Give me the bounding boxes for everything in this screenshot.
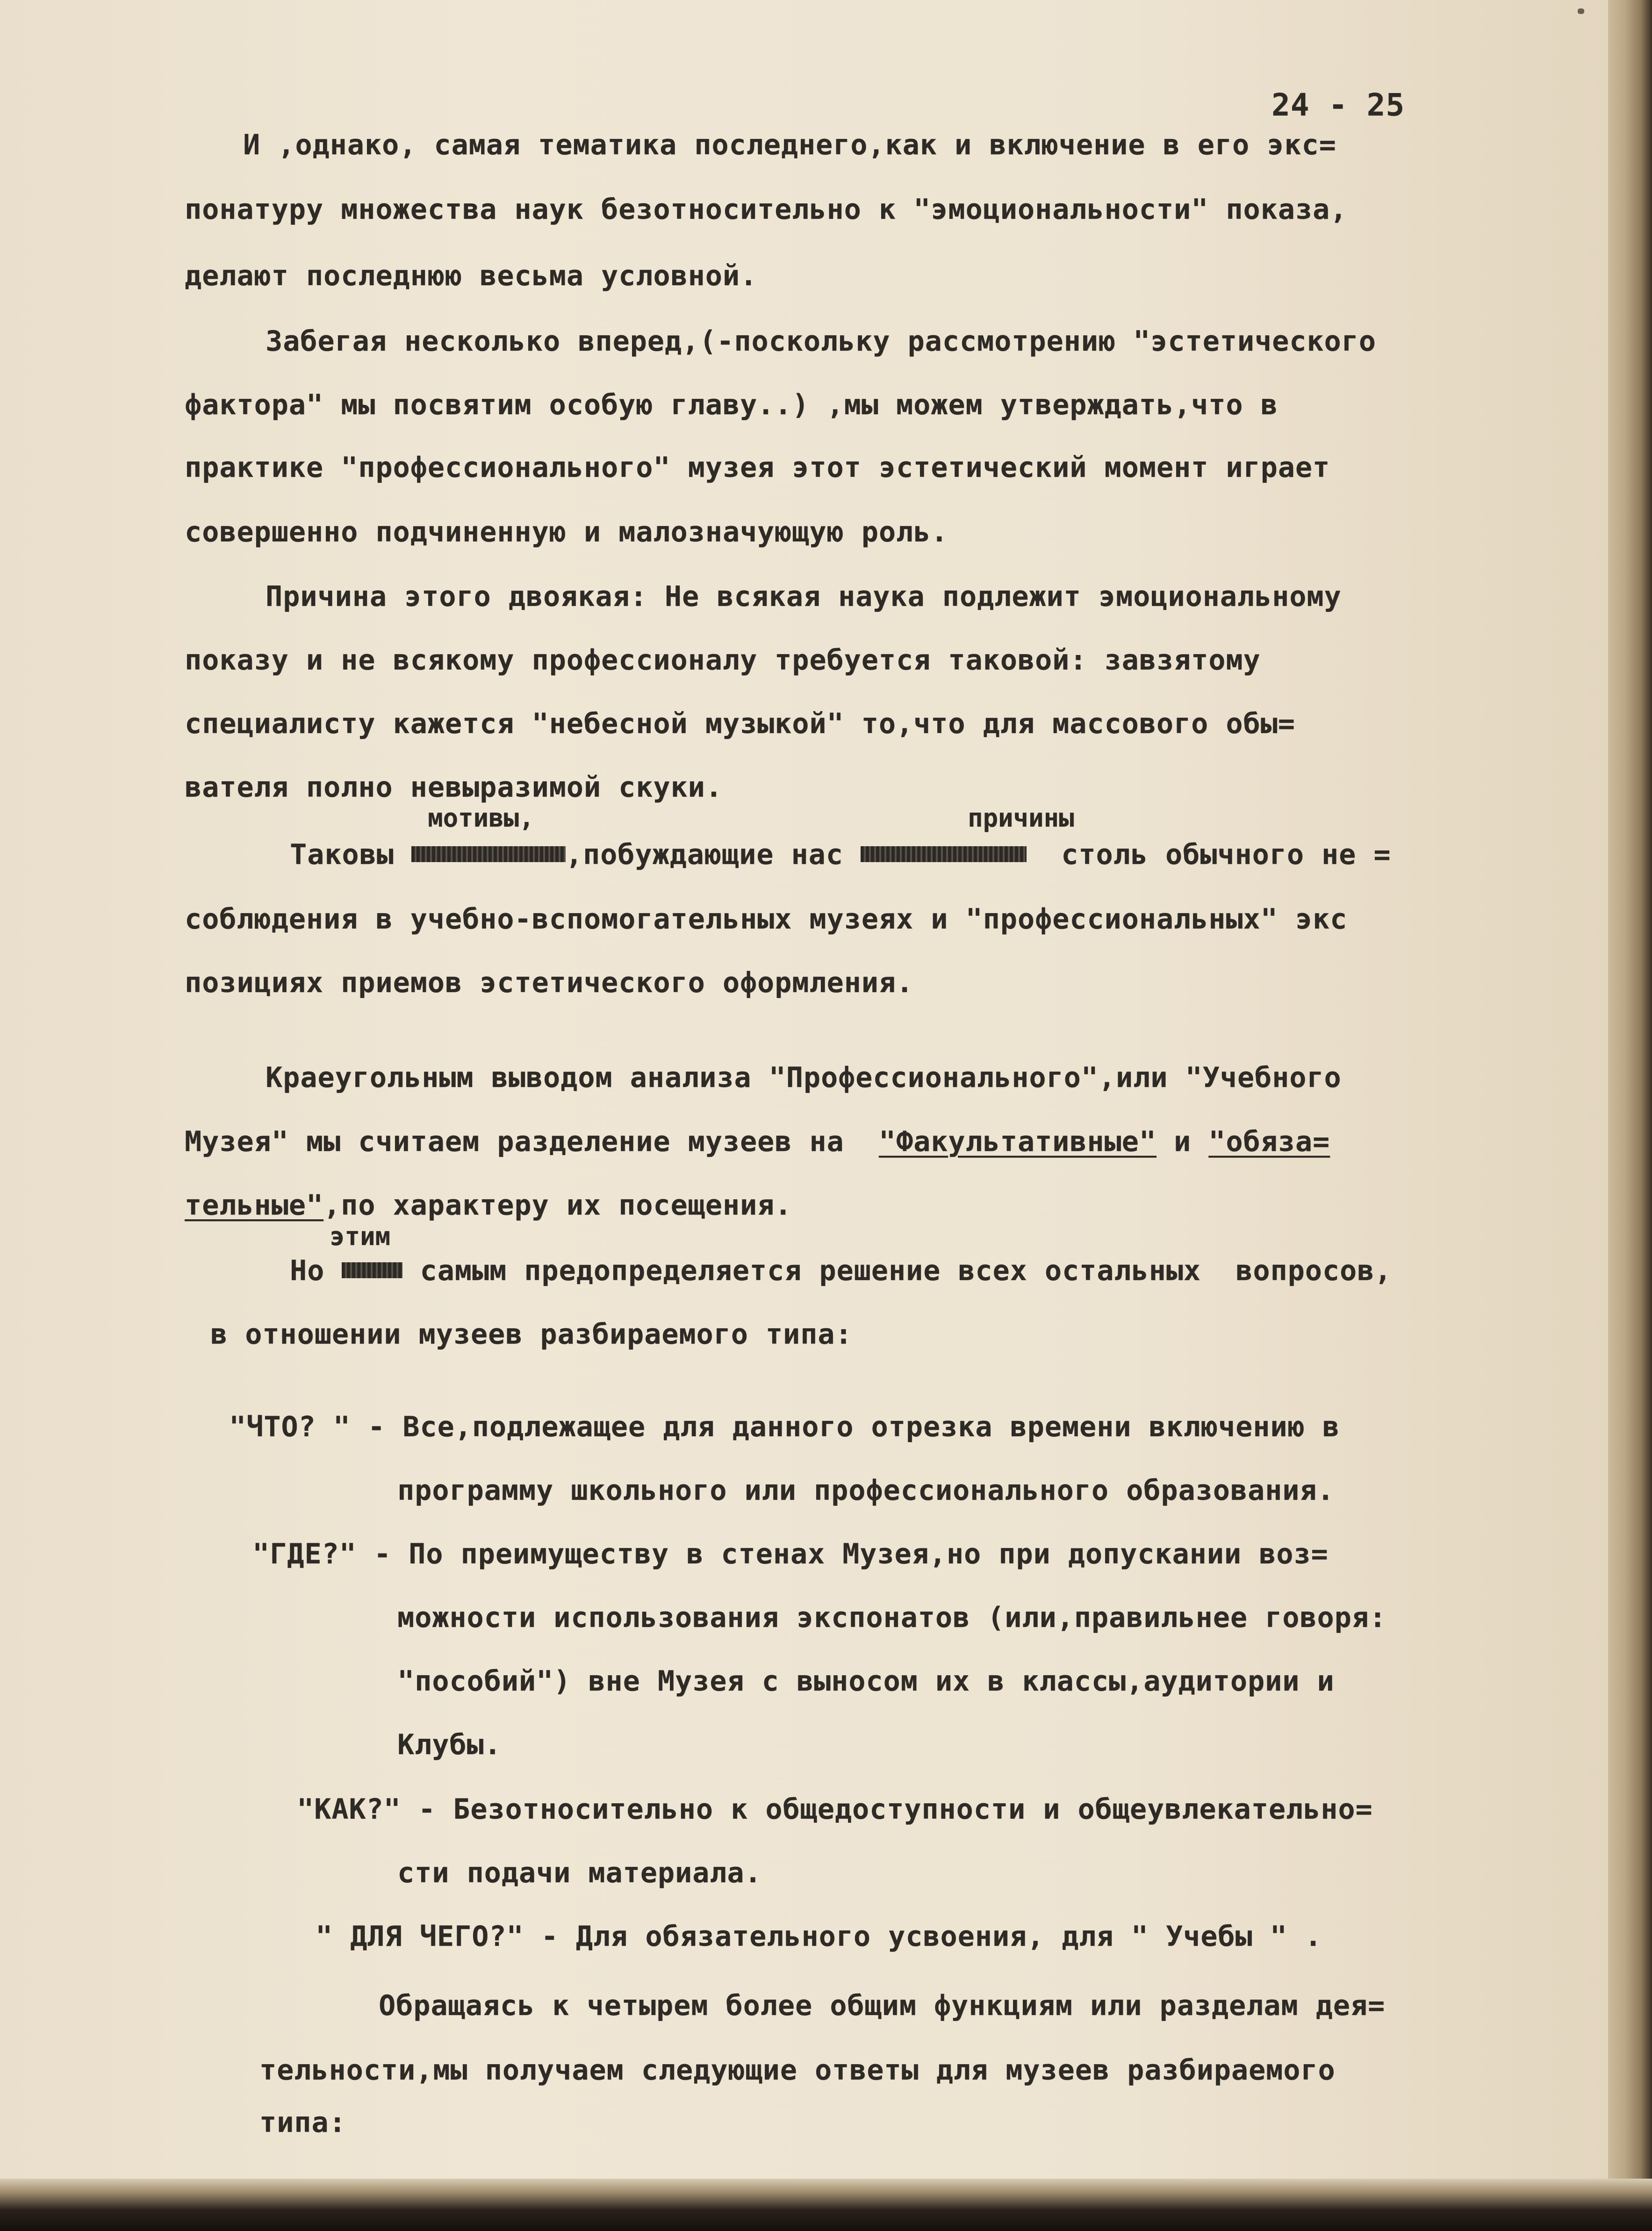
- qa-where-continuation-2: "пособий") вне Музея с выносом их в классы,аудитории и: [397, 1665, 1335, 1698]
- struck-word-1: [411, 846, 566, 862]
- qa-what-answer: Все,подлежащее для данного отрезка времени включению в: [402, 1411, 1340, 1443]
- qa-where-continuation-3: Клубы.: [397, 1728, 502, 1761]
- text-line-13: соблюдения в учебно-вспомогательных музеях и "профессиональных" экс: [185, 903, 1348, 936]
- text-line-9: показу и не всякому профессионалу требуется таковой: завзятому: [185, 644, 1261, 676]
- text-line-10: специалисту кажется "небесной музыкой" то,что для массового обы=: [185, 707, 1295, 740]
- underlined-telnye: тельные": [185, 1189, 323, 1222]
- bottom-shadow-edge: [0, 2179, 1652, 2231]
- qa-where-line: [252, 1535, 1329, 1573]
- ink-speck: [1578, 8, 1584, 14]
- qa-where-continuation-1: можности использования экспонатов (или,правильнее говоря:: [397, 1601, 1387, 1634]
- text-line-17: [185, 1187, 792, 1224]
- text-no: Но: [290, 1254, 342, 1287]
- qa-where-question: "ГДЕ?" -: [252, 1538, 409, 1570]
- text-stol-obychnogo: столь обычного не =: [1026, 838, 1391, 871]
- text-line-18: [290, 1252, 1392, 1289]
- text-samym-predopredelyaetsya: самым предопределяется решение всех остальных вопросов,: [402, 1254, 1392, 1287]
- text-takovy: Таковы: [290, 838, 411, 871]
- text-line-8: Причина этого двоякая: Не всякая наука подлежит эмоциональному: [266, 580, 1342, 613]
- struck-word-3: [342, 1262, 402, 1278]
- qa-how-answer: Безотносительно к общедоступности и общеувлекательно=: [453, 1793, 1373, 1826]
- text-line-7: совершенно подчиненную и малозначующую роль.: [185, 516, 948, 548]
- qa-what-continuation: программу школьного или профессионального образования.: [397, 1474, 1335, 1507]
- qa-why-question: " ДЛЯ ЧЕГО?" -: [316, 1920, 576, 1953]
- qa-what-question: "ЧТО? " -: [229, 1411, 403, 1443]
- text-line-15: Краеугольным выводом анализа "Профессионального",или "Учебного: [266, 1061, 1342, 1094]
- text-i: и: [1156, 1125, 1209, 1158]
- struck-word-2: [861, 846, 1027, 862]
- text-line-11: вателя полно невыразимой скуки.: [185, 771, 723, 804]
- text-line-5: фактора" мы посвятим особую главу..) ,мы можем утверждать,что в: [185, 389, 1278, 421]
- text-line-14: позициях приемов эстетического оформления.: [185, 966, 914, 999]
- text-line-16: [185, 1123, 1330, 1160]
- insert-motivy: мотивы,: [428, 803, 534, 833]
- underlined-obyaza: "обяза=: [1208, 1125, 1330, 1158]
- text-line-12: [290, 836, 1391, 873]
- text-line-6: практике "профессионального" музея этот эстетический момент играет: [185, 451, 1330, 484]
- text-line-final-2: тельности,мы получаем следующие ответы для музеев разбираемого: [259, 2054, 1336, 2087]
- page-stack-edge: [1608, 0, 1652, 2231]
- text-line-1: И ,однако, самая тематика последнего,как и включение в его экс=: [243, 129, 1336, 161]
- text-pobuzhdayushchie: ,побуждающие нас: [565, 838, 861, 871]
- text-line-final-1: Обращаясь к четырем более общим функциям или разделам дея=: [379, 1989, 1386, 2022]
- qa-how-line: [297, 1791, 1373, 1828]
- qa-how-continuation: сти подачи материала.: [397, 1857, 762, 1889]
- qa-why-answer: Для обязательного усвоения, для " Учебы " .: [575, 1920, 1322, 1953]
- text-line-3: делают последнюю весьма условной.: [185, 259, 758, 292]
- text-line-2: понатуру множества наук безотносительно к "эмоциональности" показа,: [185, 193, 1348, 226]
- qa-how-question: "КАК?" -: [297, 1793, 453, 1826]
- insert-prichiny: причины: [968, 803, 1074, 833]
- text-line-4: Забегая несколько вперед,(-поскольку рассмотрению "эстетического: [266, 325, 1376, 358]
- text-line-final-3: типа:: [259, 2106, 346, 2139]
- page-number: 24 - 25: [1271, 87, 1405, 123]
- underlined-fakultativnye: "Факультативные": [878, 1125, 1156, 1158]
- insert-etim: этим: [330, 1222, 391, 1251]
- text-po-harakteru: ,по характеру их посещения.: [323, 1189, 792, 1222]
- text-line-19: в отношении музеев разбираемого типа:: [210, 1318, 853, 1351]
- qa-why-line: [316, 1918, 1322, 1955]
- qa-where-answer: По преимуществу в стенах Музея,но при допускании воз=: [409, 1538, 1329, 1570]
- qa-what-line: [229, 1408, 1340, 1446]
- text-muzeya-my-schitaem: Музея" мы считаем разделение музеев на: [185, 1125, 879, 1158]
